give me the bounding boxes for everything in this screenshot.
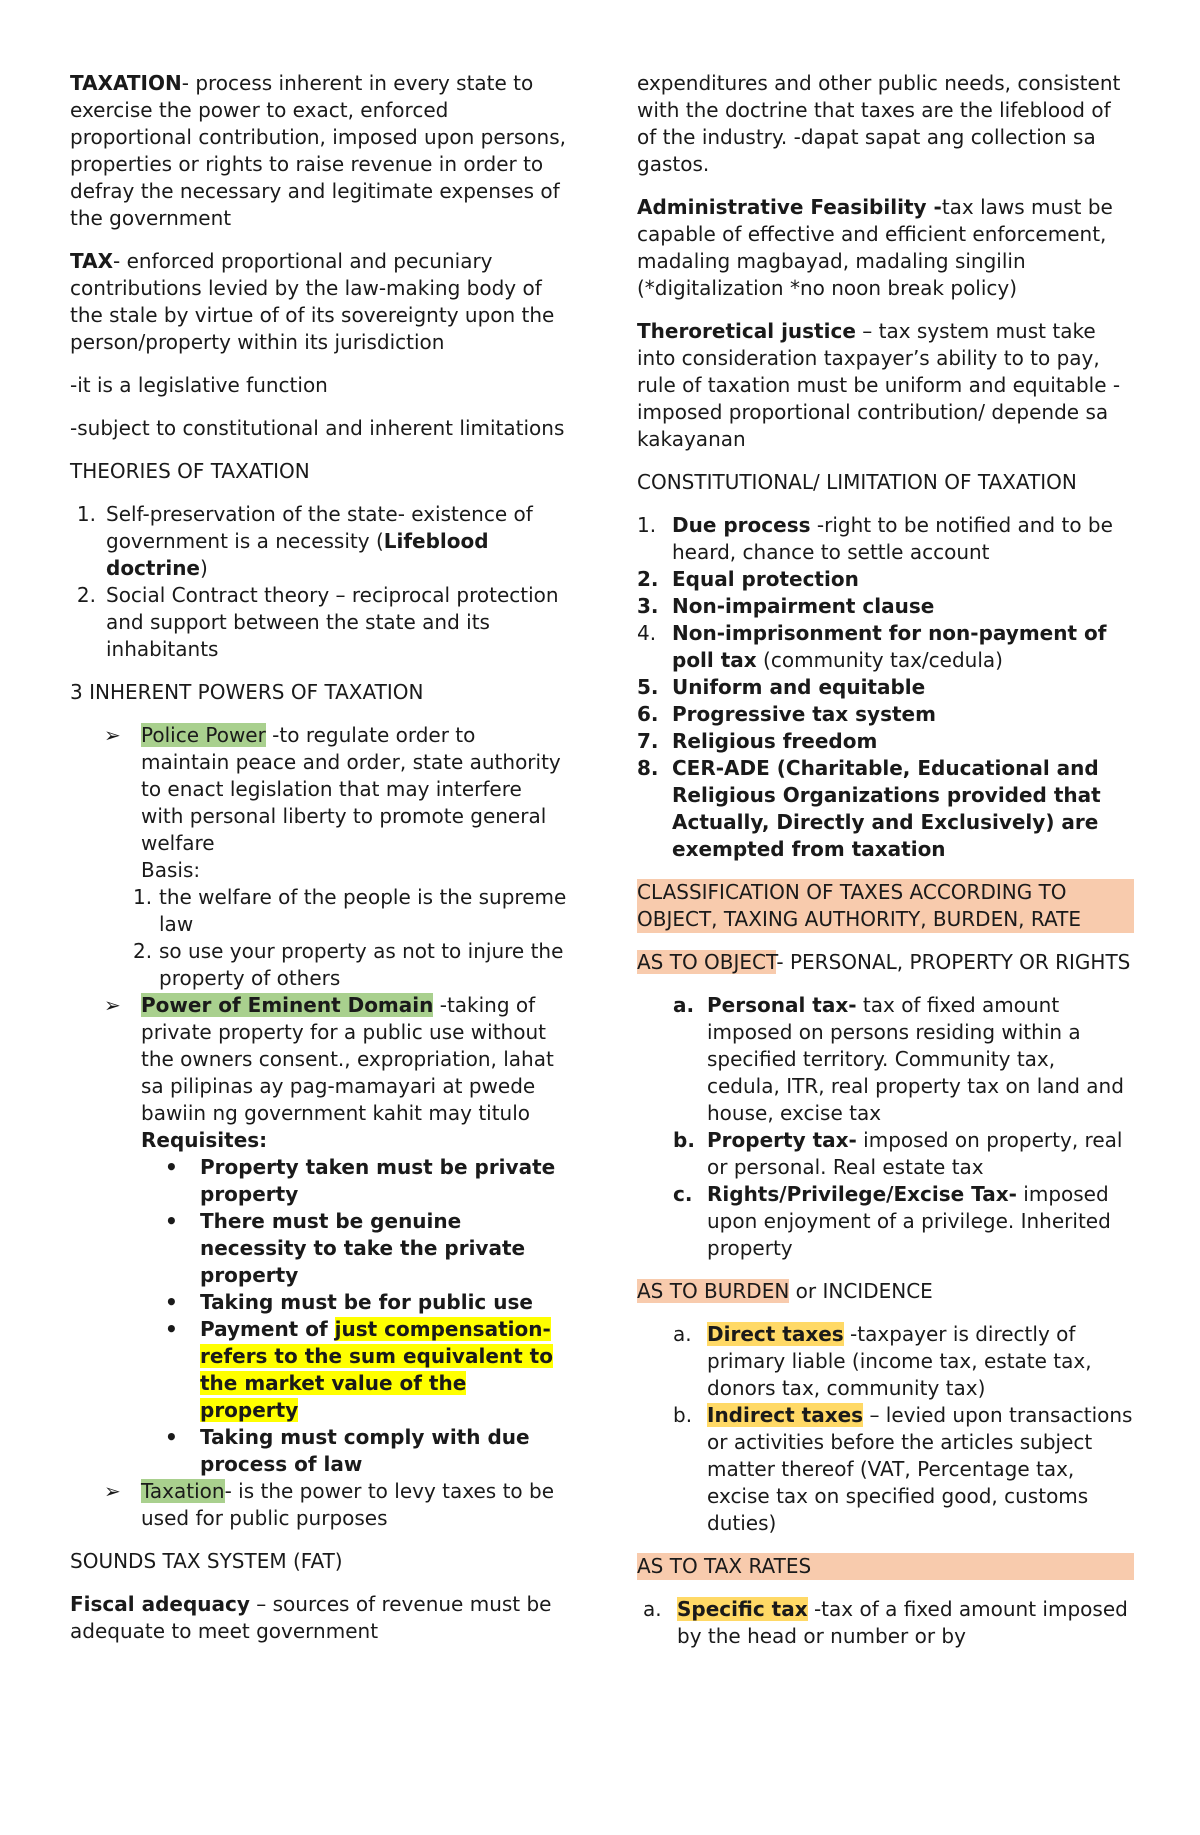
list-number: 2. xyxy=(133,939,153,963)
rates-heading: AS TO TAX RATES xyxy=(637,1553,1134,1580)
list-number: 3. xyxy=(637,594,659,618)
limit-term: Non-imprisonment for non-payment of poll tax xyxy=(672,621,1107,672)
list-item-police-power xyxy=(70,722,570,992)
list-item xyxy=(637,1181,1134,1262)
list-item xyxy=(607,1596,1134,1650)
arrow-bullet-icon: ➢ xyxy=(104,993,121,1017)
limit-term: Progressive tax system xyxy=(672,702,936,726)
burden-heading-rest: or INCIDENCE xyxy=(789,1279,933,1303)
tax-type-text: imposed on property, real or personal. Real estate tax xyxy=(707,1128,1123,1179)
list-number: 1. xyxy=(637,513,657,537)
requisites-list xyxy=(70,1154,570,1478)
fiscal-term: Fiscal adequacy xyxy=(70,1592,250,1616)
legislative-note: -it is a legislative function xyxy=(70,373,328,397)
bullet-icon: • xyxy=(165,1209,178,1233)
list-number: 2. xyxy=(76,583,96,607)
list-item xyxy=(637,620,1134,674)
tax-text: - enforced proportional and pecuniary contributions levied by the law-making body of the stale by virtue of of its sovereignty upon the person/property within its jurisdiction xyxy=(70,249,555,354)
requisite-text: Taking must comply with due process of law xyxy=(200,1425,530,1476)
left-column xyxy=(70,70,570,1661)
theoretical-term: Theroretical justice xyxy=(637,319,856,343)
list-item-eminent-domain xyxy=(70,992,570,1478)
arrow-bullet-icon: ➢ xyxy=(104,1479,121,1503)
fiscal-adequacy xyxy=(70,1591,570,1645)
list-item xyxy=(70,1424,570,1478)
theoretical-text: – tax system must take into consideration taxpayer’s ability to to pay, rule of taxation must be uniform and equitable -imposed proportional contribution/ depende sa kakayanan xyxy=(637,319,1121,451)
constitutional-heading: CONSTITUTIONAL/ LIMITATION OF TAXATION xyxy=(637,470,1077,494)
object-heading xyxy=(637,949,1134,976)
basis-text: the welfare of the people is the supreme law xyxy=(159,885,567,936)
list-number: 8. xyxy=(637,756,659,780)
theory-text-end: ) xyxy=(200,556,208,580)
sounds-heading: SOUNDS TAX SYSTEM (FAT) xyxy=(70,1549,343,1573)
list-item xyxy=(70,1154,570,1208)
taxation-term: TAXATION xyxy=(70,71,182,95)
list-item xyxy=(637,1321,1134,1402)
tax-type-term: Direct taxes xyxy=(707,1322,844,1346)
tax-type-text: tax of fixed amount imposed on persons residing within a specified territory. Community tax, cedula, ITR, real property tax on land and house, excise tax xyxy=(707,993,1124,1125)
object-list xyxy=(637,992,1134,1262)
tax-type-text: -tax of a fixed amount imposed by the head or number or by xyxy=(677,1597,1128,1648)
police-power-text: -to regulate order to maintain peace and order, state authority to enact legislation that may interfere with personal liberty to promote general welfare xyxy=(141,723,561,855)
admin-text: tax laws must be capable of effective and efficient enforcement, madaling magbayad, madaling singilin (*digitalization *no noon break policy) xyxy=(637,195,1113,300)
limit-term: Equal protection xyxy=(672,567,859,591)
arrow-bullet-icon: ➢ xyxy=(104,723,121,747)
list-number: 1. xyxy=(133,885,153,909)
constitutional-list xyxy=(637,512,1134,863)
list-letter: a. xyxy=(673,993,695,1017)
basis-text: so use your property as not to injure the property of others xyxy=(159,939,564,990)
taxation-power-text: - is the power to levy taxes to be used for public purposes xyxy=(141,1479,555,1530)
eminent-domain-term: Power of Eminent Domain xyxy=(141,993,434,1017)
list-item xyxy=(637,1127,1134,1181)
burden-list xyxy=(637,1321,1134,1537)
list-item xyxy=(637,755,1134,863)
basis-list xyxy=(115,884,570,992)
powers-list xyxy=(70,722,570,1532)
taxation-text: - process inherent in every state to exercise the power to exact, enforced proportional contribution, imposed upon persons, properties or rights to raise revenue in order to defray the necessary and legitimate expenses of the government xyxy=(70,71,566,230)
tax-type-term: Rights/Privilege/Excise Tax- xyxy=(707,1182,1017,1206)
theories-list xyxy=(70,501,570,663)
list-item xyxy=(70,582,570,663)
powers-heading: 3 INHERENT POWERS OF TAXATION xyxy=(70,680,424,704)
limit-term: Non-impairment clause xyxy=(672,594,935,618)
list-item xyxy=(70,501,570,582)
list-item-taxation-power xyxy=(70,1478,570,1532)
requisite-text: There must be genuine necessity to take the private property xyxy=(200,1209,526,1287)
limit-term: Religious freedom xyxy=(672,729,878,753)
theories-heading: THEORIES OF TAXATION xyxy=(70,459,310,483)
burden-heading-highlight: AS TO BURDEN xyxy=(637,1279,790,1303)
police-power-term: Police Power xyxy=(141,723,266,747)
burden-heading xyxy=(637,1278,1134,1305)
list-letter: c. xyxy=(673,1182,693,1206)
list-item xyxy=(637,728,1134,755)
bullet-icon: • xyxy=(165,1290,178,1314)
list-item xyxy=(70,1208,570,1289)
basis-label: Basis: xyxy=(141,858,201,882)
tax-type-text: imposed upon enjoyment of a privilege. Inherited property xyxy=(707,1182,1111,1260)
list-number: 6. xyxy=(637,702,659,726)
admin-term: Administrative Feasibility - xyxy=(637,195,942,219)
just-compensation-highlight: just compensation- refers to the sum equivalent to the market value of the property xyxy=(200,1317,553,1422)
list-number: 2. xyxy=(637,567,659,591)
tax-type-term: Personal tax- xyxy=(707,993,857,1017)
list-number: 4. xyxy=(637,621,657,645)
object-heading-rest: - PERSONAL, PROPERTY OR RIGHTS xyxy=(776,950,1131,974)
bullet-icon: • xyxy=(165,1317,178,1341)
tax-type-term: Property tax- xyxy=(707,1128,857,1152)
object-heading-highlight: AS TO OBJECT xyxy=(637,950,777,974)
theory-text: Social Contract theory – reciprocal protection and support between the state and its inhabitants xyxy=(106,583,559,661)
limit-term: Due process xyxy=(672,513,811,537)
theory-bold: Lifeblood doctrine xyxy=(106,529,489,580)
list-item xyxy=(115,884,570,938)
taxation-power-term: Taxation xyxy=(141,1479,225,1503)
theory-text: Self-preservation of the state- existence of government is a necessity ( xyxy=(106,502,533,553)
limit-term: Uniform and equitable xyxy=(672,675,926,699)
bullet-icon: • xyxy=(165,1155,178,1179)
list-item xyxy=(637,992,1134,1127)
requisites-label: Requisites: xyxy=(141,1128,268,1152)
list-item xyxy=(70,1289,570,1316)
limit-term: CER-ADE (Charitable, Educational and Religious Organizations provided that Actually, Directly and Exclusively) are exempted from taxation xyxy=(672,756,1101,861)
list-number: 5. xyxy=(637,675,659,699)
requisite-text: Payment of xyxy=(200,1317,335,1341)
limit-text: -right to be notified and to be heard, chance to settle account xyxy=(672,513,1113,564)
administrative-feasibility xyxy=(637,194,1134,302)
list-item xyxy=(637,593,1134,620)
fiscal-continued: expenditures and other public needs, consistent with the doctrine that taxes are the lifeblood of of the industry. -dapat sapat ang collection sa gastos. xyxy=(637,71,1121,176)
list-letter: a. xyxy=(673,1322,692,1346)
list-letter: b. xyxy=(673,1403,693,1427)
limit-text: (community tax/cedula) xyxy=(756,648,1003,672)
list-item xyxy=(637,674,1134,701)
right-column xyxy=(637,70,1134,1666)
list-item xyxy=(637,566,1134,593)
rates-list xyxy=(607,1596,1134,1650)
subject-note: -subject to constitutional and inherent limitations xyxy=(70,416,565,440)
requisite-text: Property taken must be private property xyxy=(200,1155,556,1206)
fiscal-text: – sources of revenue must be adequate to meet government xyxy=(70,1592,552,1643)
bullet-icon: • xyxy=(165,1425,178,1449)
list-item xyxy=(637,1402,1134,1537)
taxation-definition xyxy=(70,70,570,232)
list-item xyxy=(70,1316,570,1424)
tax-type-term: Indirect taxes xyxy=(707,1403,864,1427)
list-item xyxy=(637,701,1134,728)
requisite-text: Taking must be for public use xyxy=(200,1290,533,1314)
list-number: 7. xyxy=(637,729,659,753)
classification-heading: CLASSIFICATION OF TAXES ACCORDING TO OBJECT, TAXING AUTHORITY, BURDEN, RATE xyxy=(637,879,1134,933)
list-letter: b. xyxy=(673,1128,695,1152)
tax-definition xyxy=(70,248,570,356)
tax-type-text: – levied upon transactions or activities before the articles subject matter thereof (VAT, Percentage tax, excise tax on specified good, customs duties) xyxy=(707,1403,1133,1535)
list-number: 1. xyxy=(76,502,96,526)
theoretical-justice xyxy=(637,318,1134,453)
list-item xyxy=(115,938,570,992)
tax-type-text: -taxpayer is directly of primary liable (income tax, estate tax, donors tax, community tax) xyxy=(707,1322,1092,1400)
list-item xyxy=(637,512,1134,566)
tax-type-term: Specific tax xyxy=(677,1597,808,1621)
eminent-domain-text: -taking of private property for a public use without the owners consent., expropriation, lahat sa pilipinas ay pag-mamayari at pwede bawiin ng government kahit may titulo xyxy=(141,993,554,1125)
list-letter: a. xyxy=(643,1597,662,1621)
tax-term: TAX xyxy=(70,249,113,273)
